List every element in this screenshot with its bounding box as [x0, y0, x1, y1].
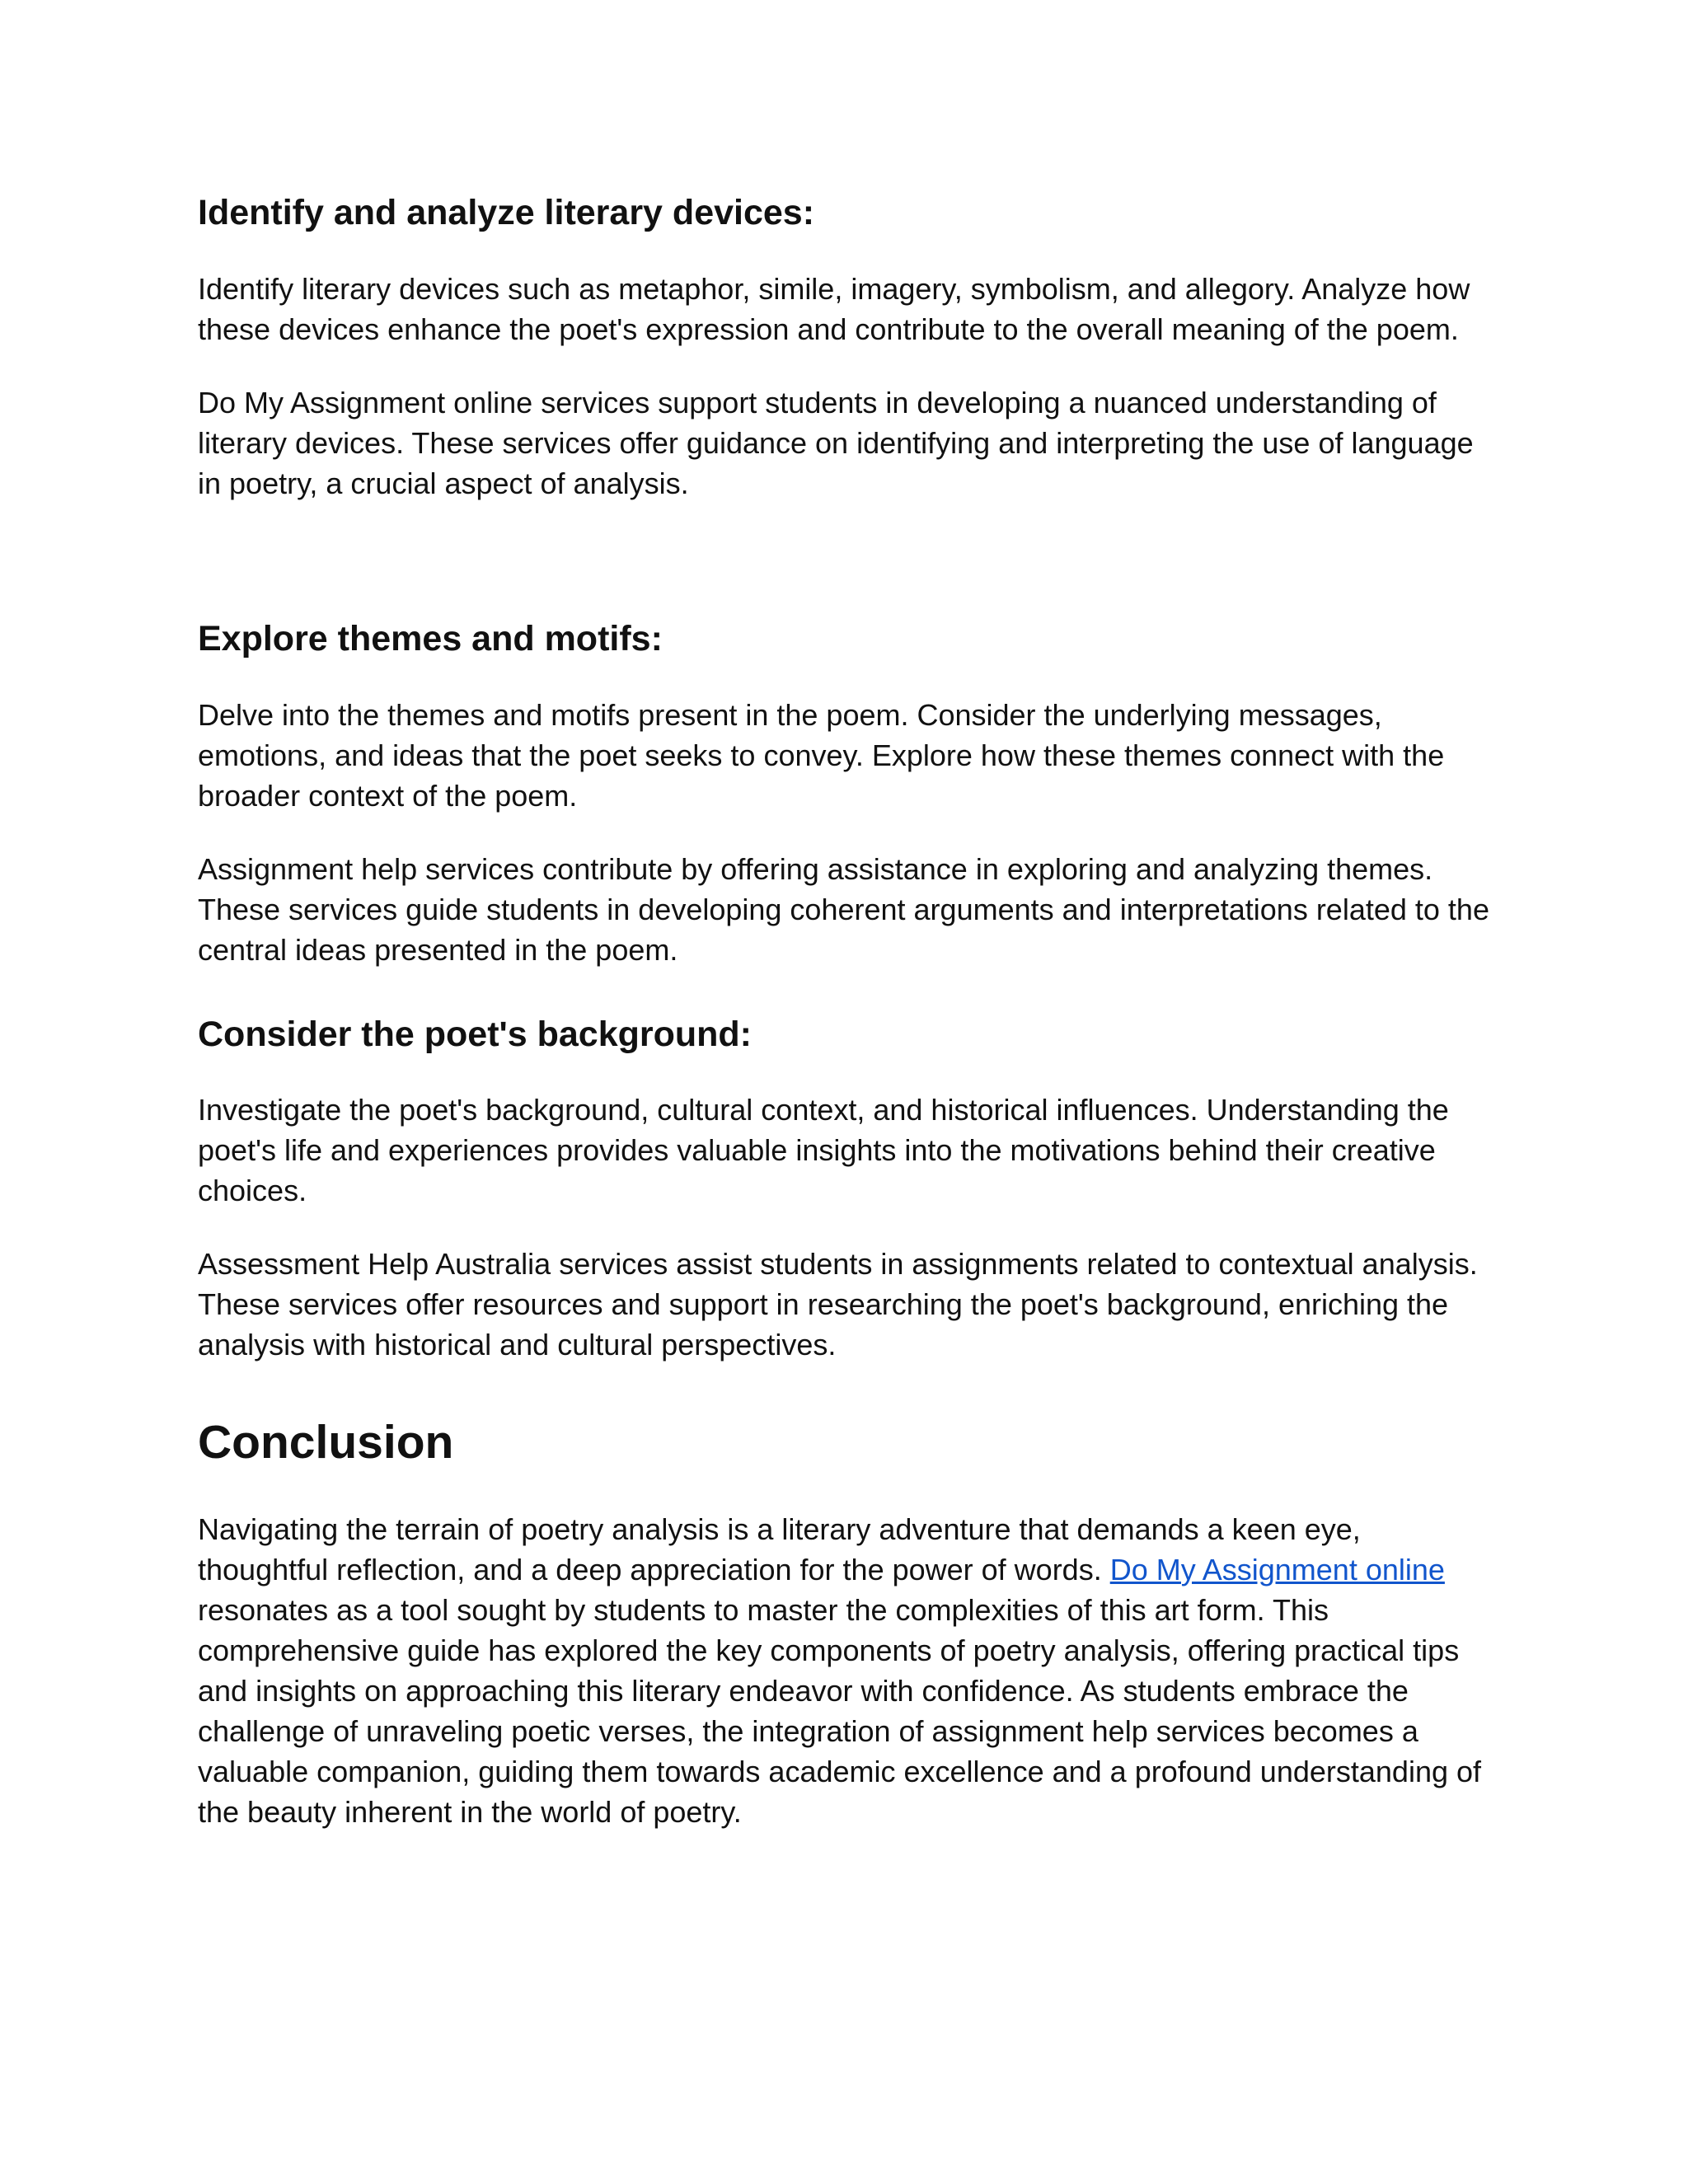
section-heading: Consider the poet's background: [198, 1014, 753, 1054]
spacer [198, 1003, 1490, 1013]
section-paragraph: Assignment help services contribute by offering assistance in exploring and analyzing themes. These services guide students in developing coherent arguments and interpretations related to the central ideas presented in the poem. [198, 851, 1489, 967]
section-paragraph: Investigate the poet's background, cultural context, and historical influences. Understanding the poet's life and experiences provides valuable insights into the motivations behind their creative choices. [198, 1093, 1449, 1208]
spacer [198, 1398, 1490, 1414]
section-paragraph: Assessment Help Australia services assist students in assignments related to contextual analysis. These services offer resources and support in researching the poet's background, enriching the analysis with historical and cultural perspectives. [198, 1247, 1478, 1362]
conclusion-text-after-link: resonates as a tool sought by students to master the complexities of this art form. This comprehensive guide has explored the key components of poetry analysis, offering practical tips and insights on approaching this literary endeavor with confidence. As students embrace the challenge of unraveling poetic verses, the integration of assignment help services becomes a valuable companion, guiding them towards academic excellence and a profound understanding of the beauty inherent in the world of poetry. [198, 1592, 1482, 1829]
section-heading: Explore themes and motifs: [198, 618, 663, 658]
section-heading: Identify and analyze literary devices: [198, 193, 815, 232]
section-paragraph: Identify literary devices such as metaphor, simile, imagery, symbolism, and allegory. Analyze how these devices enhance the poet's expression and contribute to the overall meaning of the poem. [198, 271, 1470, 346]
section-poet-background [198, 1013, 1490, 1366]
section-literary-devices [198, 191, 1490, 504]
conclusion-heading: Conclusion [198, 1416, 454, 1469]
spacer [198, 537, 1490, 617]
section-paragraph: Delve into the themes and motifs present in the poem. Consider the underlying messages, emotions, and ideas that the poet seeks to convey. Explore how these themes connect with the broader context of the poem. [198, 697, 1445, 813]
conclusion-text-before-link: Navigating the terrain of poetry analysis is a literary adventure that demands a keen eye, thoughtful reflection, and a deep appreciation for the power of words. [198, 1511, 1361, 1586]
conclusion-paragraph [198, 1509, 1490, 1832]
section-conclusion [198, 1414, 1490, 1831]
do-my-assignment-link[interactable]: Do My Assignment online [1109, 1552, 1445, 1586]
section-themes-motifs [198, 617, 1490, 970]
section-paragraph: Do My Assignment online services support students in developing a nuanced understanding of literary devices. These services offer guidance on identifying and interpreting the use of language in poetry, a crucial aspect of analysis. [198, 385, 1474, 500]
